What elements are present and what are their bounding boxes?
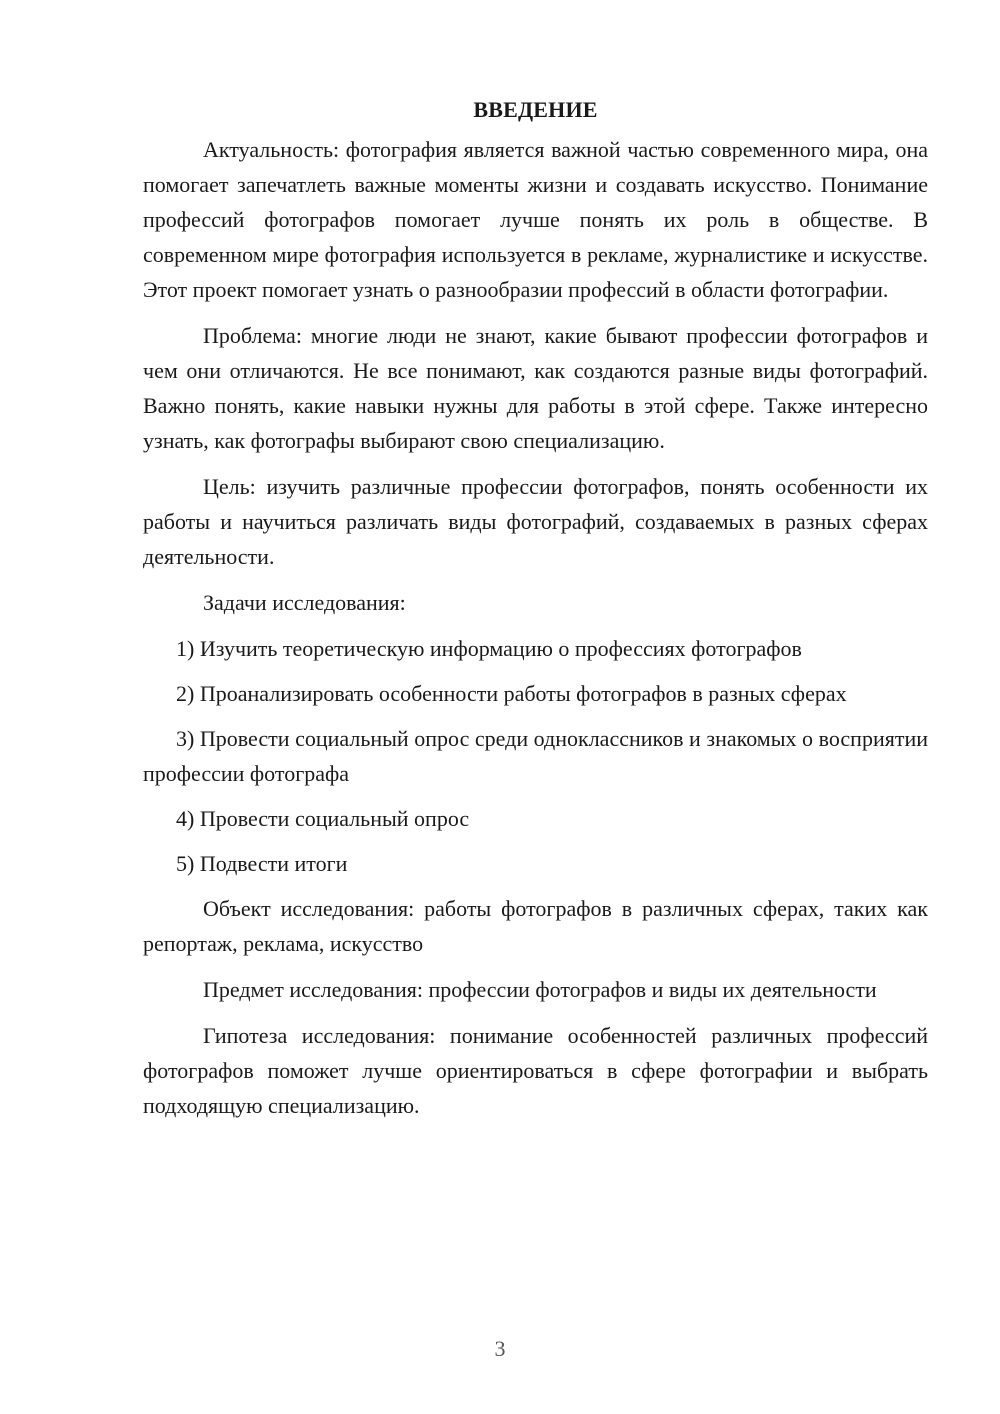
task-item-3: 3) Провести социальный опрос среди одноклассников и знакомых о восприятии профессии фотографа	[143, 726, 928, 786]
tasks-heading: Задачи исследования:	[203, 590, 406, 615]
paragraph-relevance: Актуальность: фотография является важной частью современного мира, она помогает запечатлеть важные моменты жизни и создавать искусство. Понимание профессий фотографов помогает лучше понять их роль в обществе. В современном мире фотография используется в рекламе, журналистике и искусстве. Этот проект помогает узнать о разнообразии профессий в области фотографии.	[143, 137, 928, 302]
page-title: ВВЕДЕНИЕ	[473, 97, 598, 122]
task-item-2: 2) Проанализировать особенности работы фотографов в разных сферах	[176, 681, 847, 706]
paragraph-hypothesis: Гипотеза исследования: понимание особенностей различных профессий фотографов поможет лучше ориентироваться в сфере фотографии и выбрать подходящую специализацию.	[143, 1023, 928, 1118]
paragraph-goal: Цель: изучить различные профессии фотографов, понять особенности их работы и научиться различать виды фотографий, создаваемых в разных сферах деятельности.	[143, 474, 928, 569]
document-page	[143, 92, 928, 1134]
paragraph-subject: Предмет исследования: профессии фотографов и виды их деятельности	[203, 977, 877, 1002]
page-number: 3	[494, 1336, 506, 1361]
paragraph-problem: Проблема: многие люди не знают, какие бывают профессии фотографов и чем они отличаются. Не все понимают, как создаются разные виды фотографий. Важно понять, какие навыки нужны для работы в этой сфере. Также интересно узнать, как фотографы выбирают свою специализацию.	[143, 323, 928, 453]
paragraph-object: Объект исследования: работы фотографов в различных сферах, таких как репортаж, реклама, искусство	[143, 896, 928, 956]
task-item-4: 4) Провести социальный опрос	[176, 806, 470, 831]
task-item-1: 1) Изучить теоретическую информацию о профессиях фотографов	[176, 636, 802, 661]
task-item-5: 5) Подвести итоги	[176, 851, 348, 876]
